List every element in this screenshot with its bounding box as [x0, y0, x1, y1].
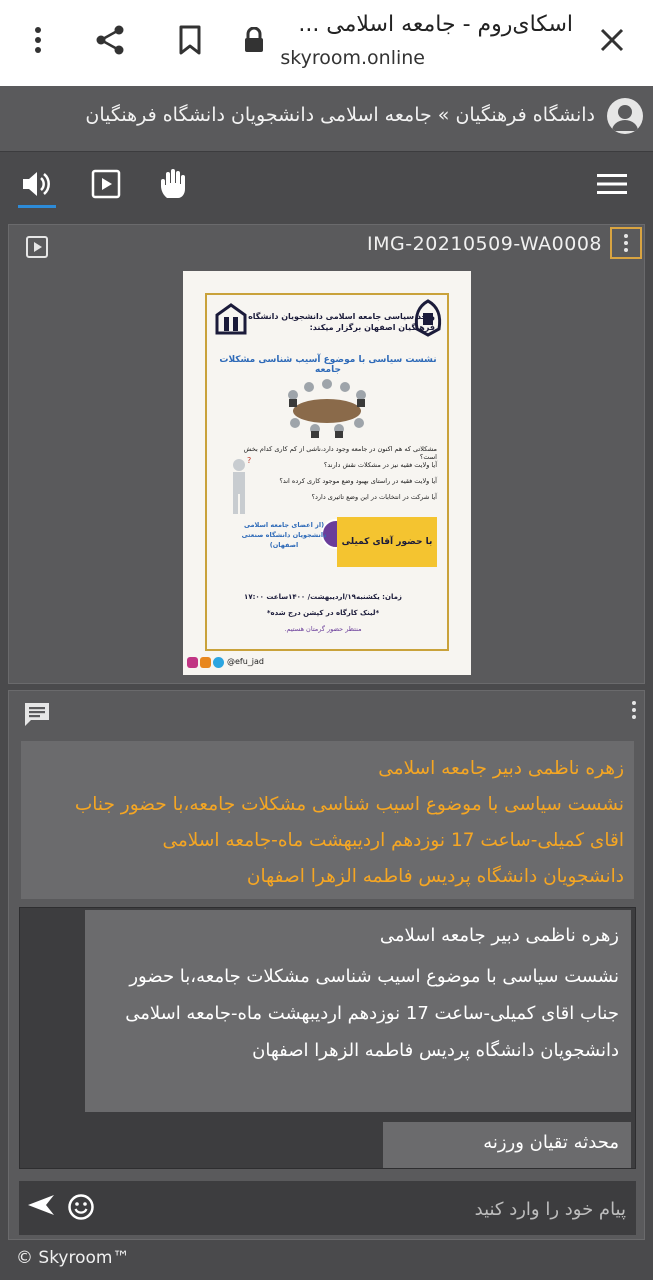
meeting-illustration — [279, 373, 375, 443]
play-box-icon[interactable] — [25, 235, 49, 263]
chat-menu-button[interactable] — [632, 701, 636, 719]
chat-input-bar — [19, 1181, 636, 1235]
play-box-icon — [91, 169, 121, 203]
breadcrumb[interactable]: دانشگاه فرهنگیان » جامعه اسلامی دانشجویان دانشگاه فرهنگیان — [85, 104, 595, 126]
audio-button[interactable] — [16, 165, 58, 207]
footer-copyright: © Skyroom™ — [16, 1248, 130, 1268]
chat-icon — [23, 701, 51, 731]
poster-question: آیا ولایت فقیه نیز در مشکلات نقش دارند؟ — [323, 461, 437, 469]
eitaa-icon — [200, 657, 211, 668]
poster-handle: @efu_jad — [227, 657, 265, 666]
poster-heading: واحد سیاسی جامعه اسلامی دانشجویان دانشگاه فرهنگیان اصفهان برگزار میکند: — [248, 312, 435, 333]
pinned-line: دانشجویان دانشگاه پردیس فاطمه الزهرا اصفهان — [246, 866, 624, 887]
bookmark-icon[interactable] — [168, 18, 212, 62]
browser-bar — [0, 0, 653, 86]
browser-page-title: اسکای‌روم - جامعه اسلامی ... — [298, 12, 573, 37]
message-input[interactable] — [246, 1195, 626, 1223]
browser-url[interactable]: skyroom.online — [280, 47, 425, 69]
poster-time: زمان: یکشنبه۱۹/اردیبهشت/ ۱۴۰۰ساعت ۱۷:۰۰ — [244, 593, 402, 601]
poster-invitation: منتظر حضور گرمتان هستیم. — [284, 625, 362, 633]
pinned-line: زهره ناظمی دبیر جامعه اسلامی — [378, 758, 624, 779]
poster-question: آیا ولایت فقیه در راستای بهبود وضع موجود کاری کرده اند؟ — [279, 477, 437, 485]
chat-message[interactable] — [85, 910, 631, 1112]
hand-icon — [158, 168, 188, 204]
telegram-icon — [213, 657, 224, 668]
send-button[interactable] — [27, 1193, 55, 1221]
svg-text:?: ? — [247, 457, 252, 465]
active-tab-indicator — [18, 205, 56, 208]
poster-question: مشکلاتی که هم اکنون در جامعه وجود دارد،ناشی از کم کاری کدام بخش است؟ — [243, 445, 437, 461]
menu-icon — [597, 173, 627, 199]
presentation-menu-button[interactable] — [610, 227, 642, 259]
speaker-icon — [21, 169, 53, 203]
site-header — [0, 86, 653, 152]
pinned-line: نشست سیاسی با موضوع اسیب شناسی مشکلات جامعه،با حضور جناب — [74, 794, 624, 815]
video-button[interactable] — [85, 165, 127, 207]
send-icon — [27, 1202, 55, 1221]
presentation-filename: IMG-20210509-WA0008 — [367, 233, 602, 255]
pinned-line: اقای کمیلی-ساعت 17 نوزدهم اردیبهشت ماه-جامعه اسلامی — [162, 830, 624, 851]
chat-panel — [8, 690, 645, 1240]
social-icons — [187, 657, 224, 668]
avatar[interactable] — [607, 98, 643, 134]
poster-note: *لینک کارگاه در کپشن درج شده* — [266, 609, 380, 617]
poster-image — [183, 271, 471, 675]
message-list[interactable] — [19, 907, 636, 1169]
raise-hand-button[interactable] — [152, 165, 194, 207]
smiley-icon — [67, 1206, 95, 1225]
instagram-icon — [187, 657, 198, 668]
more-vert-icon[interactable] — [16, 18, 60, 62]
pinned-message — [21, 741, 634, 899]
lock-icon — [232, 18, 276, 62]
message-sender: محدثه تقیان ورزنه — [483, 1132, 619, 1153]
message-body: نشست سیاسی با موضوع اسیب شناسی مشکلات جامعه،با حضور جناب اقای کمیلی-ساعت 17 نوزدهم اردیبهشت ماه-جامعه اسلامی دانشجویان دانشگاه پردیس فاطمه الزهرا اصفهان — [125, 966, 619, 1061]
share-icon[interactable] — [88, 18, 132, 62]
emoji-button[interactable] — [67, 1193, 95, 1225]
poster-guest-description: (از اعضای جامعه اسلامی دانشجویان دانشگاه صنعتی اصفهان) — [241, 521, 327, 549]
university-logo-icon — [213, 301, 249, 341]
poster-subject: نشست سیاسی با موضوع آسیب شناسی مشکلات جامعه — [219, 355, 437, 375]
chat-message[interactable] — [383, 1122, 631, 1168]
room-toolbar — [0, 153, 653, 219]
message-sender: زهره ناظمی دبیر جامعه اسلامی — [379, 925, 619, 946]
close-icon[interactable] — [590, 18, 634, 62]
poster-question: آیا شرکت در انتخابات در این وضع تاثیری دارد؟ — [311, 493, 437, 501]
hamburger-menu-button[interactable] — [591, 165, 633, 207]
presentation-panel — [8, 224, 645, 684]
thinking-person-illustration — [223, 457, 255, 521]
poster-guest: با حضور آقای کمیلی — [337, 517, 437, 567]
